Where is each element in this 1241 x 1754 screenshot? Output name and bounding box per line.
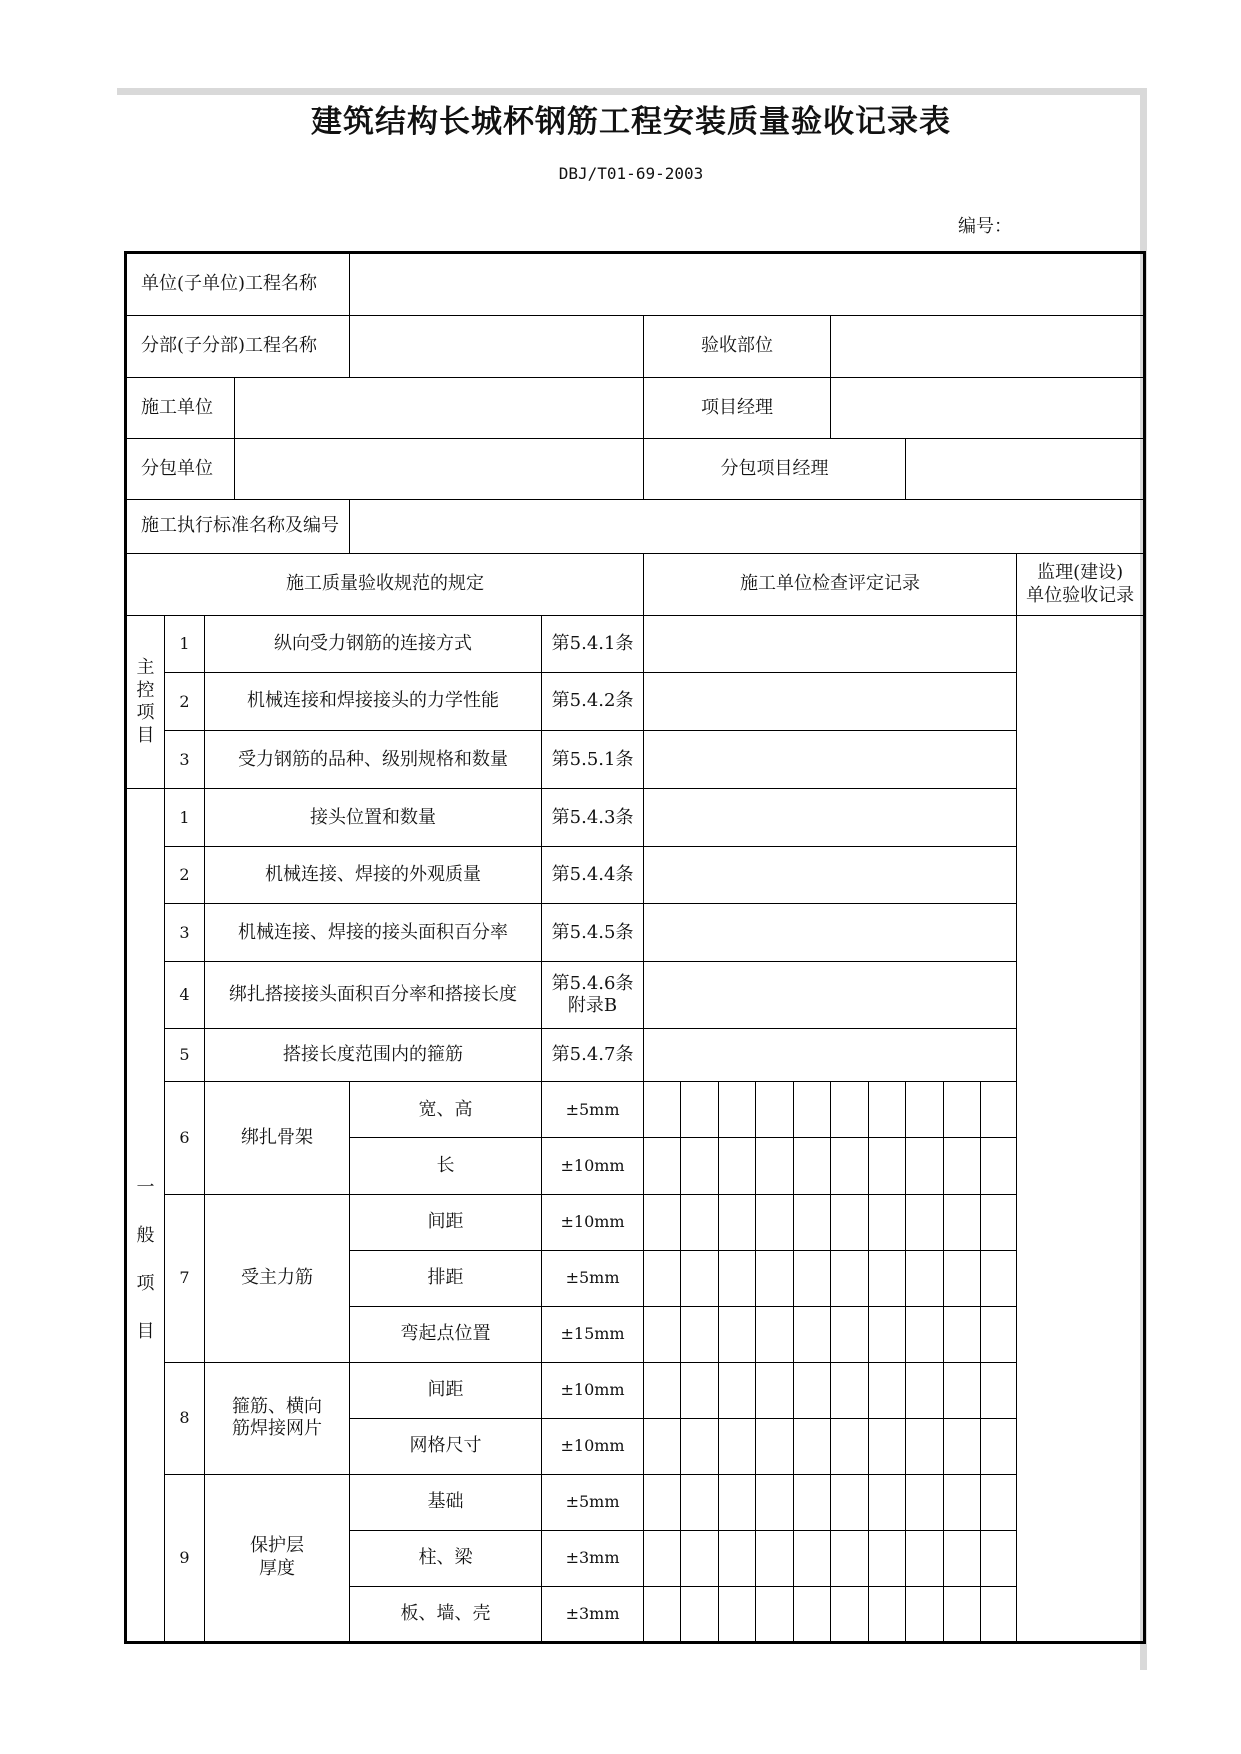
measure-cell[interactable] bbox=[944, 1586, 981, 1642]
measure-cell[interactable] bbox=[831, 1474, 869, 1530]
measure-cell[interactable] bbox=[869, 1138, 906, 1194]
measure-cell[interactable] bbox=[981, 1250, 1017, 1306]
measure-cell[interactable] bbox=[869, 1082, 906, 1138]
tolerance-value: ±3mm bbox=[542, 1530, 644, 1586]
sub-item-label: 板、墙、壳 bbox=[350, 1586, 542, 1642]
item-clause-line2: 附录B bbox=[567, 995, 618, 1017]
measure-cell[interactable] bbox=[831, 1306, 869, 1362]
item-number: 2 bbox=[165, 673, 205, 731]
group-char: 一 bbox=[136, 1177, 155, 1199]
acceptance-part-label: 验收部位 bbox=[644, 316, 831, 378]
item-number: 1 bbox=[165, 789, 205, 847]
project-name-field[interactable] bbox=[350, 253, 1145, 316]
measure-cell[interactable] bbox=[869, 1418, 906, 1474]
measure-cell[interactable] bbox=[944, 1362, 981, 1418]
measure-cell[interactable] bbox=[719, 1082, 756, 1138]
item-number: 7 bbox=[165, 1194, 205, 1362]
acceptance-part-field[interactable] bbox=[831, 316, 1145, 378]
measure-cell[interactable] bbox=[644, 1474, 681, 1530]
item-clause: 第5.4.7条 bbox=[542, 1029, 644, 1082]
measure-cell[interactable] bbox=[756, 1138, 794, 1194]
check-record-cell[interactable] bbox=[644, 904, 1017, 962]
item-name bbox=[205, 1474, 350, 1642]
measure-cell[interactable] bbox=[756, 1194, 794, 1250]
construction-unit-label: 施工单位 bbox=[126, 378, 235, 439]
item-clause: 第5.4.2条 bbox=[542, 673, 644, 731]
tolerance-value: ±15mm bbox=[542, 1306, 644, 1362]
measure-cell[interactable] bbox=[644, 1418, 681, 1474]
measure-cell[interactable] bbox=[981, 1138, 1017, 1194]
item-number: 2 bbox=[165, 847, 205, 904]
measure-cell[interactable] bbox=[981, 1362, 1017, 1418]
measure-cell[interactable] bbox=[794, 1474, 831, 1530]
measure-cell[interactable] bbox=[719, 1362, 756, 1418]
item-clause-line1: 第5.4.6条 bbox=[551, 972, 634, 994]
measure-cell[interactable] bbox=[644, 1250, 681, 1306]
measure-cell[interactable] bbox=[831, 1250, 869, 1306]
measure-cell[interactable] bbox=[756, 1250, 794, 1306]
project-name-label: 单位(子单位)工程名称 bbox=[126, 253, 350, 316]
item-clause bbox=[542, 962, 644, 1029]
measure-cell[interactable] bbox=[756, 1474, 794, 1530]
measure-cell[interactable] bbox=[719, 1474, 756, 1530]
check-record-column-header: 施工单位检查评定记录 bbox=[644, 554, 1017, 616]
check-record-cell[interactable] bbox=[644, 847, 1017, 904]
item-name: 绑扎搭接接头面积百分率和搭接长度 bbox=[205, 962, 542, 1029]
measure-cell[interactable] bbox=[644, 1082, 681, 1138]
group-char: 控 bbox=[136, 679, 155, 701]
measure-cell[interactable] bbox=[644, 1530, 681, 1586]
item-name: 纵向受力钢筋的连接方式 bbox=[205, 616, 542, 673]
measure-cell[interactable] bbox=[719, 1194, 756, 1250]
item-name: 机械连接和焊接接头的力学性能 bbox=[205, 673, 542, 731]
measure-cell[interactable] bbox=[831, 1138, 869, 1194]
measure-cell[interactable] bbox=[981, 1306, 1017, 1362]
measure-cell[interactable] bbox=[756, 1586, 794, 1642]
measure-cell[interactable] bbox=[681, 1418, 719, 1474]
measure-cell[interactable] bbox=[869, 1306, 906, 1362]
item-number: 6 bbox=[165, 1082, 205, 1194]
measure-cell[interactable] bbox=[794, 1250, 831, 1306]
item-number: 4 bbox=[165, 962, 205, 1029]
measure-cell[interactable] bbox=[794, 1082, 831, 1138]
measure-cell[interactable] bbox=[794, 1362, 831, 1418]
measure-cell[interactable] bbox=[831, 1194, 869, 1250]
sub-item-label: 基础 bbox=[350, 1474, 542, 1530]
acceptance-record-table bbox=[124, 251, 1146, 1644]
measure-cell[interactable] bbox=[981, 1194, 1017, 1250]
measure-cell[interactable] bbox=[681, 1194, 719, 1250]
tolerance-value: ±10mm bbox=[542, 1362, 644, 1418]
measure-cell[interactable] bbox=[981, 1082, 1017, 1138]
measure-cell[interactable] bbox=[869, 1362, 906, 1418]
measure-cell[interactable] bbox=[831, 1530, 869, 1586]
supervision-record-cell[interactable] bbox=[1017, 616, 1145, 1643]
measure-cell[interactable] bbox=[981, 1474, 1017, 1530]
tolerance-value: ±10mm bbox=[542, 1194, 644, 1250]
measure-cell[interactable] bbox=[756, 1418, 794, 1474]
measure-cell[interactable] bbox=[831, 1082, 869, 1138]
measure-cell[interactable] bbox=[681, 1586, 719, 1642]
measure-cell[interactable] bbox=[719, 1138, 756, 1194]
measure-cell[interactable] bbox=[981, 1586, 1017, 1642]
subcontract-unit-label: 分包单位 bbox=[126, 439, 235, 500]
measure-cell[interactable] bbox=[944, 1138, 981, 1194]
subcontract-manager-label: 分包项目经理 bbox=[644, 439, 906, 500]
check-record-cell[interactable] bbox=[644, 673, 1017, 731]
measure-cell[interactable] bbox=[719, 1586, 756, 1642]
tolerance-value: ±10mm bbox=[542, 1138, 644, 1194]
sub-item-label: 排距 bbox=[350, 1250, 542, 1306]
item-number: 3 bbox=[165, 731, 205, 789]
measure-cell[interactable] bbox=[869, 1586, 906, 1642]
tolerance-value: ±5mm bbox=[542, 1474, 644, 1530]
sub-item-label: 弯起点位置 bbox=[350, 1306, 542, 1362]
item-clause: 第5.4.4条 bbox=[542, 847, 644, 904]
measure-cell[interactable] bbox=[906, 1138, 944, 1194]
item-name-line1: 箍筋、横向 bbox=[232, 1395, 323, 1417]
measure-cell[interactable] bbox=[756, 1082, 794, 1138]
item-number: 1 bbox=[165, 616, 205, 673]
measure-cell[interactable] bbox=[906, 1530, 944, 1586]
measure-cell[interactable] bbox=[644, 1362, 681, 1418]
sub-project-name-field[interactable] bbox=[350, 316, 644, 378]
supervision-header-line2: 单位验收记录 bbox=[1026, 584, 1135, 606]
form-title: 建筑结构长城杯钢筋工程安装质量验收记录表 bbox=[311, 104, 951, 140]
measure-cell[interactable] bbox=[906, 1194, 944, 1250]
standard-name-field[interactable] bbox=[350, 500, 1145, 554]
supervision-column-header bbox=[1017, 554, 1145, 616]
serial-number-label: 编号： bbox=[958, 216, 1012, 237]
check-record-cell[interactable] bbox=[644, 616, 1017, 673]
item-name bbox=[205, 1362, 350, 1474]
item-clause: 第5.4.3条 bbox=[542, 789, 644, 847]
measure-cell[interactable] bbox=[944, 1082, 981, 1138]
measure-cell[interactable] bbox=[906, 1418, 944, 1474]
measure-cell[interactable] bbox=[644, 1586, 681, 1642]
measure-cell[interactable] bbox=[906, 1362, 944, 1418]
sub-item-label: 间距 bbox=[350, 1194, 542, 1250]
measure-cell[interactable] bbox=[981, 1418, 1017, 1474]
sub-item-label: 长 bbox=[350, 1138, 542, 1194]
item-name: 搭接长度范围内的箍筋 bbox=[205, 1029, 542, 1082]
construction-unit-field[interactable] bbox=[235, 378, 644, 439]
measure-cell[interactable] bbox=[756, 1362, 794, 1418]
item-number: 5 bbox=[165, 1029, 205, 1082]
main-items-group-label bbox=[126, 616, 165, 789]
measure-cell[interactable] bbox=[794, 1418, 831, 1474]
item-name: 接头位置和数量 bbox=[205, 789, 542, 847]
measure-cell[interactable] bbox=[906, 1586, 944, 1642]
measure-cell[interactable] bbox=[794, 1586, 831, 1642]
measure-cell[interactable] bbox=[719, 1418, 756, 1474]
measure-cell[interactable] bbox=[944, 1530, 981, 1586]
group-char: 目 bbox=[136, 1321, 155, 1343]
measure-cell[interactable] bbox=[831, 1418, 869, 1474]
subcontract-manager-field[interactable] bbox=[906, 439, 1145, 500]
group-char: 项 bbox=[136, 1273, 155, 1295]
measure-cell[interactable] bbox=[944, 1474, 981, 1530]
measure-cell[interactable] bbox=[681, 1306, 719, 1362]
measure-cell[interactable] bbox=[719, 1250, 756, 1306]
item-clause: 第5.4.1条 bbox=[542, 616, 644, 673]
measure-cell[interactable] bbox=[906, 1306, 944, 1362]
measure-cell[interactable] bbox=[756, 1306, 794, 1362]
check-record-cell[interactable] bbox=[644, 731, 1017, 789]
tolerance-value: ±10mm bbox=[542, 1418, 644, 1474]
check-record-cell[interactable] bbox=[644, 1029, 1017, 1082]
group-char: 项 bbox=[136, 702, 155, 724]
sub-item-label: 间距 bbox=[350, 1362, 542, 1418]
measure-cell[interactable] bbox=[644, 1138, 681, 1194]
project-manager-label: 项目经理 bbox=[644, 378, 831, 439]
measure-cell[interactable] bbox=[906, 1082, 944, 1138]
item-name-line1: 保护层 bbox=[250, 1535, 305, 1557]
sub-item-label: 柱、梁 bbox=[350, 1530, 542, 1586]
item-number: 9 bbox=[165, 1474, 205, 1642]
sub-item-label: 宽、高 bbox=[350, 1082, 542, 1138]
sub-item-label: 网格尺寸 bbox=[350, 1418, 542, 1474]
measure-cell[interactable] bbox=[981, 1530, 1017, 1586]
measure-cell[interactable] bbox=[944, 1250, 981, 1306]
item-name: 机械连接、焊接的外观质量 bbox=[205, 847, 542, 904]
general-items-group-label bbox=[126, 789, 165, 1643]
measure-cell[interactable] bbox=[719, 1530, 756, 1586]
project-manager-field[interactable] bbox=[831, 378, 1145, 439]
spec-column-header: 施工质量验收规范的规定 bbox=[126, 554, 644, 616]
measure-cell[interactable] bbox=[794, 1194, 831, 1250]
subcontract-unit-field[interactable] bbox=[235, 439, 644, 500]
measure-cell[interactable] bbox=[681, 1250, 719, 1306]
measure-cell[interactable] bbox=[794, 1306, 831, 1362]
tolerance-value: ±3mm bbox=[542, 1586, 644, 1642]
measure-cell[interactable] bbox=[756, 1530, 794, 1586]
measure-cell[interactable] bbox=[644, 1306, 681, 1362]
standard-name-label: 施工执行标准名称及编号 bbox=[126, 500, 350, 554]
tolerance-value: ±5mm bbox=[542, 1250, 644, 1306]
item-number: 3 bbox=[165, 904, 205, 962]
measure-cell[interactable] bbox=[869, 1530, 906, 1586]
item-name-line2: 筋焊接网片 bbox=[232, 1418, 323, 1440]
group-char: 主 bbox=[136, 657, 155, 679]
item-number: 8 bbox=[165, 1362, 205, 1474]
group-char: 般 bbox=[136, 1225, 155, 1247]
measure-cell[interactable] bbox=[944, 1306, 981, 1362]
supervision-header-line1: 监理(建设) bbox=[1037, 562, 1124, 584]
measure-cell[interactable] bbox=[681, 1474, 719, 1530]
measure-cell[interactable] bbox=[869, 1250, 906, 1306]
item-name: 绑扎骨架 bbox=[205, 1082, 350, 1194]
measure-cell[interactable] bbox=[906, 1474, 944, 1530]
measure-cell[interactable] bbox=[794, 1530, 831, 1586]
item-clause: 第5.5.1条 bbox=[542, 731, 644, 789]
measure-cell[interactable] bbox=[681, 1138, 719, 1194]
measure-cell[interactable] bbox=[944, 1194, 981, 1250]
item-name: 机械连接、焊接的接头面积百分率 bbox=[205, 904, 542, 962]
item-name: 受主力筋 bbox=[205, 1194, 350, 1362]
sub-project-name-label: 分部(子分部)工程名称 bbox=[126, 316, 350, 378]
measure-cell[interactable] bbox=[681, 1362, 719, 1418]
measure-cell[interactable] bbox=[681, 1082, 719, 1138]
measure-cell[interactable] bbox=[831, 1586, 869, 1642]
check-record-cell[interactable] bbox=[644, 962, 1017, 1029]
measure-cell[interactable] bbox=[831, 1362, 869, 1418]
measure-cell[interactable] bbox=[869, 1194, 906, 1250]
measure-cell[interactable] bbox=[869, 1474, 906, 1530]
check-record-cell[interactable] bbox=[644, 789, 1017, 847]
tolerance-value: ±5mm bbox=[542, 1082, 644, 1138]
measure-cell[interactable] bbox=[681, 1530, 719, 1586]
measure-cell[interactable] bbox=[794, 1138, 831, 1194]
measure-cell[interactable] bbox=[719, 1306, 756, 1362]
item-clause: 第5.4.5条 bbox=[542, 904, 644, 962]
item-name-line2: 厚度 bbox=[259, 1557, 296, 1579]
standard-code: DBJ/T01-69-2003 bbox=[558, 164, 704, 183]
group-char: 目 bbox=[136, 724, 155, 746]
measure-cell[interactable] bbox=[644, 1194, 681, 1250]
measure-cell[interactable] bbox=[944, 1418, 981, 1474]
measure-cell[interactable] bbox=[906, 1250, 944, 1306]
item-name: 受力钢筋的品种、级别规格和数量 bbox=[205, 731, 542, 789]
